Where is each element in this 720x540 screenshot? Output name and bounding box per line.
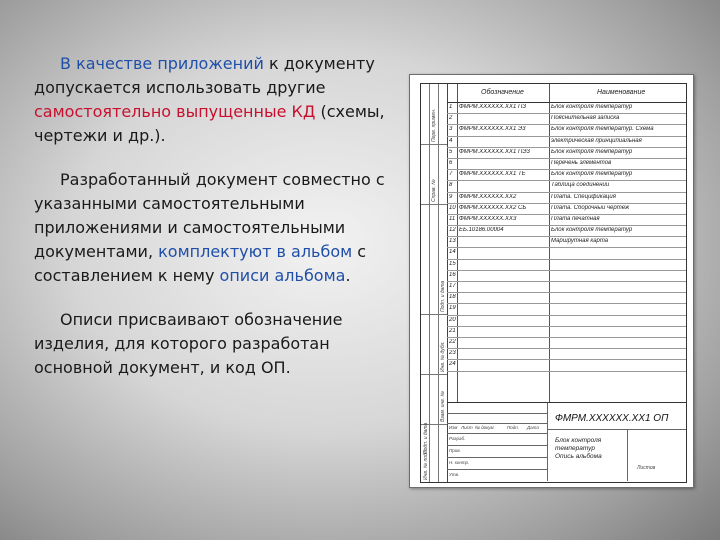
row-number: 17 xyxy=(449,283,456,289)
text-seg: Описи присваивают обозначение изделия, для которого разработан основной документ, и код ОП. xyxy=(34,310,343,377)
text-seg: самостоятельно выпущенные КД xyxy=(34,102,316,121)
row-designation: ФМРМ.XXXXXX.XX1 ПЭ3 xyxy=(459,148,530,155)
row-number: 9 xyxy=(449,193,453,200)
row-name: Плата. Сборочный чертеж xyxy=(551,204,630,211)
row-number: 15 xyxy=(449,260,456,267)
document-frame xyxy=(420,83,687,483)
paragraph-album xyxy=(34,168,404,288)
row-number: 8 xyxy=(449,182,453,189)
text-seg: комплектуют в альбом xyxy=(158,242,353,261)
header-designation: Обозначение xyxy=(481,89,524,96)
text-seg: В качестве xyxy=(60,54,158,73)
row-number: 1 xyxy=(449,104,453,110)
row-number: 18 xyxy=(449,294,456,301)
slide-text xyxy=(34,52,404,400)
table-row xyxy=(447,226,686,237)
table-row xyxy=(447,148,686,159)
table-header xyxy=(447,84,686,103)
title-line: Блок контроля xyxy=(555,437,602,444)
tb-divider xyxy=(547,403,548,481)
sheets-label: Листов xyxy=(637,465,656,471)
document-image xyxy=(409,74,694,488)
table-row xyxy=(447,282,686,293)
text-seg: к документу допускается использовать другие xyxy=(34,54,375,97)
row-name: Таблица соединений xyxy=(551,182,610,189)
row-number: 2 xyxy=(449,115,453,122)
side-label: Взам. инв. № xyxy=(440,391,446,422)
table-row xyxy=(447,260,686,271)
table-row xyxy=(447,181,686,192)
row-name: Маршрутная карта xyxy=(551,238,609,245)
paragraph-inventory-code xyxy=(34,308,404,380)
row-name: Блок контроля температур xyxy=(551,171,633,178)
tb-divider xyxy=(447,445,547,446)
text-seg: Разработанный документ совместно с указанными самостоятельными приложениями и самостоятельными документами, xyxy=(34,170,385,261)
row-name: Блок контроля температур xyxy=(551,148,633,155)
title-line: Опись альбома xyxy=(555,453,602,460)
row-name: Перечень элементов xyxy=(551,159,612,166)
row-designation: ЕБ.10186.00004 xyxy=(459,227,504,234)
table-row xyxy=(447,237,686,248)
tb-label: Лист xyxy=(461,425,473,430)
row-name: Блок контроля температур xyxy=(551,227,633,234)
row-number: 3 xyxy=(449,126,453,133)
row-number: 5 xyxy=(449,148,453,155)
row-name: Плата. Спецификация xyxy=(551,193,616,200)
row-designation: ФМРМ.XXXXXX.XX2 СБ xyxy=(459,204,527,211)
table-body xyxy=(447,103,686,372)
row-number: 10 xyxy=(449,204,456,211)
row-number: 20 xyxy=(449,316,456,323)
side-strip xyxy=(421,84,448,482)
table-row xyxy=(447,170,686,181)
row-number: 6 xyxy=(449,159,453,166)
inventory-table xyxy=(447,84,686,372)
header-name: Наименование xyxy=(597,89,646,96)
table-row xyxy=(447,114,686,125)
table-row xyxy=(447,204,686,215)
tb-divider xyxy=(447,413,547,414)
row-name: Блок контроля температур. Схема xyxy=(551,126,654,133)
document-code: ФМРМ.XXXXXX.XX1 ОП xyxy=(555,413,669,424)
tb-divider xyxy=(547,429,686,430)
side-label: Подп. и дата xyxy=(440,280,446,312)
tb-divider xyxy=(447,423,547,424)
tb-divider xyxy=(627,429,628,481)
table-row xyxy=(447,193,686,204)
row-designation: ФМРМ.XXXXXX.XX1 Э3 xyxy=(459,126,526,133)
tb-label: Подп. xyxy=(507,425,519,430)
side-label: Инв. № дубл. xyxy=(440,341,446,372)
title-block xyxy=(447,402,686,483)
row-designation: ФМРМ.XXXXXX.XX1 ТЕ xyxy=(459,171,526,178)
table-row xyxy=(447,125,686,136)
table-row xyxy=(447,293,686,304)
table-row xyxy=(447,271,686,282)
row-number: 21 xyxy=(449,327,456,334)
row-designation: ФМРМ.XXXXXX.XX2 xyxy=(459,193,517,200)
row-name: Пояснительная записка xyxy=(551,115,620,122)
table-row xyxy=(447,159,686,170)
row-name: Блок контроля температур xyxy=(551,104,633,110)
tb-divider xyxy=(447,433,547,434)
row-number: 22 xyxy=(449,338,456,345)
row-designation: ФМРМ.XXXXXX.XX1 ПЗ xyxy=(459,104,527,110)
table-row xyxy=(447,248,686,259)
text-seg: (схемы, чертежи и др.). xyxy=(34,102,385,145)
row-number: 16 xyxy=(449,271,456,278)
table-row xyxy=(447,327,686,338)
row-designation: ФМРМ.XXXXXX.XX3 xyxy=(459,215,517,222)
table-row xyxy=(447,103,686,114)
table-row xyxy=(447,304,686,315)
tb-divider xyxy=(447,457,547,458)
strip-divider xyxy=(421,314,447,315)
row-name: электрическая принципиальная xyxy=(551,137,642,144)
row-number: 12 xyxy=(449,227,456,234)
row-number: 7 xyxy=(449,171,453,178)
text-seg: описи альбома xyxy=(219,266,346,285)
side-label: Перв. примен. xyxy=(431,108,437,142)
tb-label: Дата xyxy=(527,425,539,430)
tb-label: № докум. xyxy=(475,425,495,430)
title-line: температур xyxy=(555,445,595,452)
tb-label: Утв. xyxy=(449,472,460,477)
table-row xyxy=(447,360,686,371)
table-row xyxy=(447,137,686,148)
strip-divider xyxy=(421,374,447,375)
table-row xyxy=(447,349,686,360)
table-row xyxy=(447,316,686,327)
side-label: Справ. № xyxy=(431,179,437,202)
row-number: 14 xyxy=(449,249,456,256)
tb-label: Пров. xyxy=(449,448,461,453)
table-row xyxy=(447,338,686,349)
strip-divider xyxy=(421,204,447,205)
tb-divider xyxy=(447,469,547,470)
row-number: 24 xyxy=(449,361,456,368)
strip-divider xyxy=(421,144,447,145)
text-seg: . xyxy=(345,266,351,285)
side-label: Подп. и дата xyxy=(423,422,429,454)
document-title xyxy=(555,437,602,461)
tb-label: Разраб. xyxy=(449,436,466,441)
paragraph-appendices xyxy=(34,52,404,148)
row-number: 23 xyxy=(449,350,456,357)
row-number: 4 xyxy=(449,137,453,144)
row-number: 11 xyxy=(449,215,456,222)
text-seg: с составлением к нему xyxy=(34,242,367,285)
text-seg: приложений xyxy=(157,54,264,73)
row-number: 13 xyxy=(449,238,456,245)
row-number: 19 xyxy=(449,305,456,312)
tb-label: Изм xyxy=(449,425,458,430)
row-name: Плата печатная xyxy=(551,215,600,222)
tb-label: Н. контр. xyxy=(449,460,470,465)
side-label: Инв. № подл. xyxy=(423,448,429,480)
table-row xyxy=(447,215,686,226)
